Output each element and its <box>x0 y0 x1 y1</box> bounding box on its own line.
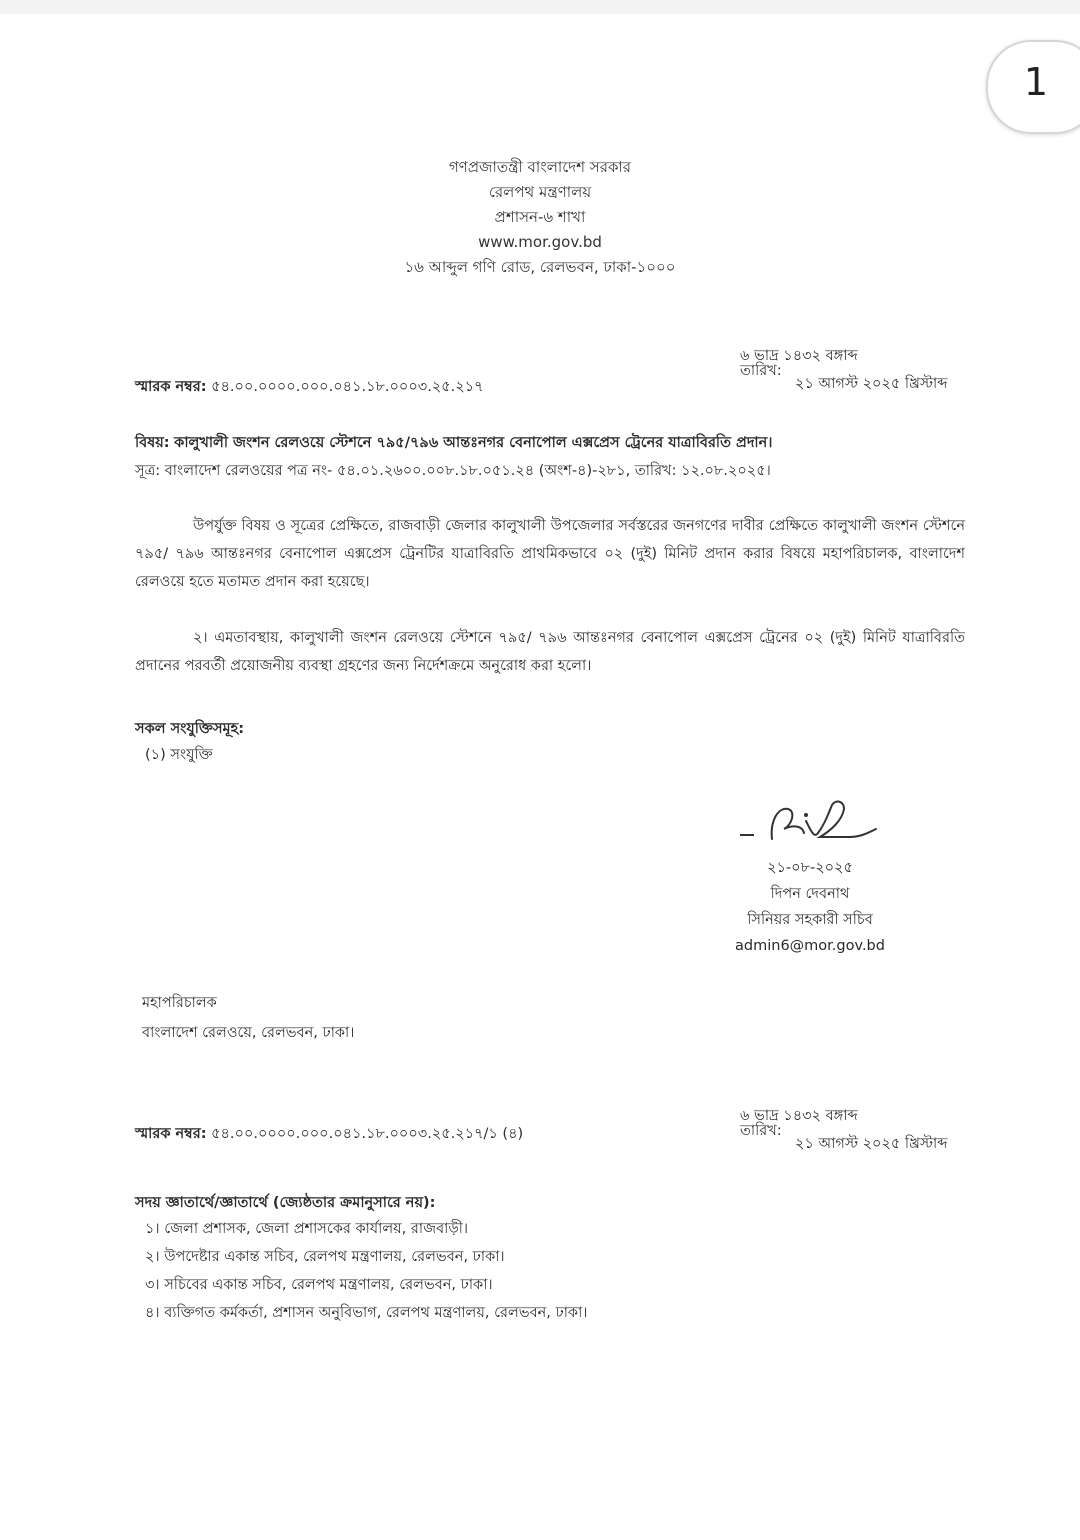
signature-date: ২১-০৮-২০২৫ <box>767 860 853 876</box>
memo2-date-english: ২১ আগস্ট ২০২৫ খ্রিস্টাব্দ <box>795 1136 948 1152</box>
recipient-title: মহাপরিচালক <box>142 995 217 1011</box>
header-government: গণপ্রজাতন্ত্রী বাংলাদেশ সরকার <box>448 158 632 176</box>
signature-block <box>710 855 910 959</box>
memo2-date-bangla: ৬ ভাদ্র ১৪৩২ বঙ্গাব্দ <box>740 1108 858 1124</box>
header-ministry: রেলপথ মন্ত্রণালয় <box>488 183 592 201</box>
distribution-item: ৪। ব্যক্তিগত কর্মকর্তা, প্রশাসন অনুবিভাগ, রেলপথ মন্ত্রণালয়, রেলভবন, ঢাকা। <box>145 1305 588 1321</box>
signatory-designation: সিনিয়র সহকারী সচিব <box>747 912 873 928</box>
subject-text: কালুখালী জংশন রেলওয়ে স্টেশনে ৭৯৫/৭৯৬ আন্তঃনগর বেনাপোল এক্সপ্রেস ট্রেনের যাত্রাবিরতি প্রদান। <box>174 435 773 451</box>
header-branch: প্রশাসন-৬ শাখা <box>494 208 586 226</box>
signatory-email[interactable]: admin6@mor.gov.bd <box>735 938 885 954</box>
attachment-item[interactable]: (১) সংযুক্তি <box>145 747 213 763</box>
recipient-address: বাংলাদেশ রেলওয়ে, রেলভবন, ঢাকা। <box>142 1025 355 1041</box>
memo2-label: স্মারক নম্বর: <box>135 1126 207 1142</box>
letterhead <box>300 155 780 280</box>
header-address: ১৬ আব্দুল গণি রোড, রেলভবন, ঢাকা-১০০০ <box>404 258 676 276</box>
distribution-item: ১। জেলা প্রশাসক, জেলা প্রশাসকের কার্যালয়, রাজবাড়ী। <box>145 1221 469 1237</box>
signatory-name: দিপন দেবনাথ <box>770 886 850 902</box>
subject-label: বিষয়: <box>135 435 170 451</box>
memo1-date-label: তারিখ: <box>740 363 782 379</box>
memo2-number-row <box>135 1123 523 1147</box>
memo2-date-label: তারিখ: <box>740 1123 782 1139</box>
memo1-number: ৫৪.০০.০০০০.০০০.০৪১.১৮.০০০৩.২৫.২১৭ <box>211 379 484 395</box>
distribution-item: ৩। সচিবের একান্ত সচিব, রেলপথ মন্ত্রণালয়, রেলভবন, ঢাকা। <box>145 1277 493 1293</box>
memo1-date-english: ২১ আগস্ট ২০২৫ খ্রিস্টাব্দ <box>795 376 948 392</box>
page-number: 1 <box>1023 60 1049 104</box>
memo1-number-row <box>135 376 484 400</box>
body-paragraph-2: ২। এমতাবস্থায়, কালুখালী জংশন রেলওয়ে স্টেশনে ৭৯৫/ ৭৯৬ আন্তঃনগর বেনাপোল এক্সপ্রেস ট্রেনের ০২ (দুই) মিনিট যাত্রাবিরতি প্রদানের পরবর্তী প্রয়োজনীয় ব্যবস্থা গ্রহণের জন্য নির্দেশক্রমে অনুরোধ করা হলো। <box>135 630 965 674</box>
attachments-heading: সকল সংযুক্তিসমূহ: <box>135 721 245 737</box>
memo2-number: ৫৪.০০.০০০০.০০০.০৪১.১৮.০০০৩.২৫.২১৭/১ (৪) <box>211 1126 524 1142</box>
reference: সূত্র: বাংলাদেশ রেলওয়ের পত্র নং- ৫৪.০১.২৬০০.০০৮.১৮.০৫১.২৪ (অংশ-৪)-২৮১, তারিখ: ১২.০৮.২০২৫। <box>135 463 771 479</box>
memo1-label: স্মারক নম্বর: <box>135 379 207 395</box>
top-bar <box>0 0 1080 14</box>
distribution-item: ২। উপদেষ্টার একান্ত সচিব, রেলপথ মন্ত্রণালয়, রেলভবন, ঢাকা। <box>145 1249 505 1265</box>
signature-mark <box>740 795 880 855</box>
distribution-heading: সদয় জ্ঞাতার্থে/জ্ঞাতার্থে (জ্যেষ্ঠতার ক্রমানুসারে নয়): <box>135 1195 436 1211</box>
subject-row <box>135 432 772 456</box>
memo1-date-bangla: ৬ ভাদ্র ১৪৩২ বঙ্গাব্দ <box>740 348 858 364</box>
header-website: www.mor.gov.bd <box>478 233 602 251</box>
body-paragraph-1: উপর্যুক্ত বিষয় ও সূত্রের প্রেক্ষিতে, রাজবাড়ী জেলার কালুখালী উপজেলার সর্বস্তরের জনগণের দাবীর প্রেক্ষিতে কালুখালী জংশন স্টেশনে ৭৯৫/ ৭৯৬ আন্তঃনগর বেনাপোল এক্সপ্রেস ট্রেনটির যাত্রাবিরতি প্রাথমিকভাবে ০২ (দুই) মিনিট প্রদান করার বিষয়ে মহাপরিচালক, বাংলাদেশ রেলওয়ে হতে মতামত প্রদান করা হয়েছে। <box>135 518 965 590</box>
